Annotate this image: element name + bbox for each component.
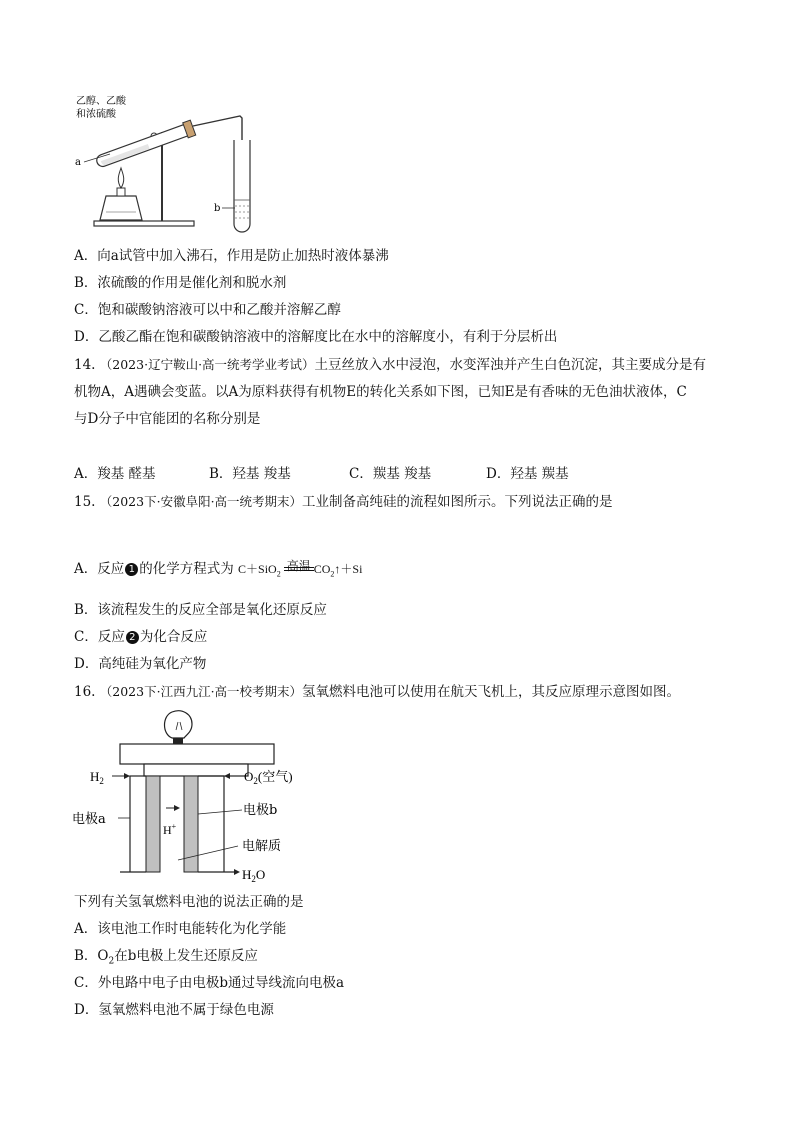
equation-sub: 2 bbox=[276, 569, 281, 579]
q15-stem-text: 工业制备高纯硅的流程如图所示。下列说法正确的是 bbox=[302, 494, 613, 510]
equation-product-co2: CO bbox=[313, 562, 331, 576]
q14-stem-line1 bbox=[74, 356, 706, 374]
q15-option-a-prefix: A．反应 bbox=[74, 561, 125, 577]
q16-option-c: C．外电路中电子由电极b通过导线流向电极a bbox=[74, 975, 345, 991]
h2-inlet-label: $H_2$ bbox=[90, 769, 104, 786]
q15-source: （2023下·安徽阜阳·高一统考期末） bbox=[99, 494, 303, 509]
reagents-label-line2: 和浓硫酸 bbox=[76, 109, 116, 120]
equation-product-sub: 2 bbox=[330, 569, 335, 579]
q13-option-a: A．向a试管中加入沸石，作用是防止加热时液体暴沸 bbox=[74, 248, 389, 264]
q14-option-c: C．羰基 羧基 bbox=[349, 466, 432, 482]
tube-b-label: b bbox=[214, 203, 221, 214]
q15-option-b: B．该流程发生的反应全部是氧化还原反应 bbox=[74, 602, 327, 618]
o2-inlet-label: $O_2$(空气) bbox=[244, 769, 293, 786]
q15-option-c bbox=[74, 628, 207, 646]
q16-stem-text: 氢氧燃料电池可以使用在航天飞机上，其反应原理示意图如图。 bbox=[302, 684, 681, 700]
q15-option-c-prefix: C．反应 bbox=[74, 629, 125, 645]
chemical-equation bbox=[238, 559, 363, 579]
q13-option-b: B．浓硫酸的作用是催化剂和脱水剂 bbox=[74, 275, 287, 291]
electrode-b-label: 电极b bbox=[243, 803, 278, 818]
q16-option-b-prefix: B．O bbox=[74, 948, 109, 964]
q14-option-d: D．羟基 羰基 bbox=[486, 466, 569, 482]
q14-option-a: A．羧基 醛基 bbox=[74, 466, 156, 482]
q13-option-c: C．饱和碳酸钠溶液可以中和乙酸并溶解乙醇 bbox=[74, 302, 341, 318]
h-plus-label: H+ bbox=[163, 822, 177, 837]
q15-option-d: D．高纯硅为氧化产物 bbox=[74, 656, 207, 672]
q16-option-b bbox=[74, 947, 258, 971]
q13-option-d: D．乙酸乙酯在饱和碳酸钠溶液中的溶解度比在水中的溶解度小，有利于分层析出 bbox=[74, 329, 558, 345]
q14-source: （2023·辽宁鞍山·高一统考学业考试） bbox=[99, 357, 315, 372]
circled-number-2: 2 bbox=[126, 631, 139, 644]
q15-stem bbox=[74, 493, 613, 511]
q15-option-a-mid: 的化学方程式为 bbox=[139, 561, 234, 577]
q14-stem-line3: 与D分子中官能团的名称分别是 bbox=[74, 411, 261, 427]
ester-apparatus-figure bbox=[70, 88, 270, 236]
electrolyte-label: 电解质 bbox=[242, 839, 282, 854]
q14-option-b: B．羟基 羧基 bbox=[209, 466, 291, 482]
equation-product-si: ↑＋Si bbox=[334, 562, 363, 576]
tube-a-label: a bbox=[75, 157, 81, 168]
q16-option-d: D．氢氧燃料电池不属于绿色电源 bbox=[74, 1002, 274, 1018]
q14-number: 14. bbox=[74, 357, 96, 373]
q16-option-a: A．该电池工作时电能转化为化学能 bbox=[74, 921, 287, 937]
circled-number-1: 1 bbox=[125, 563, 138, 576]
lightbulb-icon bbox=[165, 711, 193, 738]
q16-option-b-suffix: 在b电极上发生还原反应 bbox=[114, 948, 258, 964]
q14-options bbox=[74, 465, 569, 483]
fuel-cell-figure bbox=[72, 708, 326, 886]
q16-option-b-sub: 2 bbox=[108, 956, 115, 967]
q16-lead: 下列有关氢氧燃料电池的说法正确的是 bbox=[74, 894, 304, 910]
equation-reactants: C＋SiO bbox=[238, 562, 277, 576]
q14-stem-text1: 土豆丝放入水中浸泡，水变浑浊并产生白色沉淀，其主要成分是有 bbox=[314, 357, 707, 373]
q16-source: （2023下·江西九江·高一校考期末） bbox=[99, 684, 303, 699]
electrode-a-label: 电极a bbox=[72, 812, 106, 827]
reagents-label-line1: 乙醇、乙酸 bbox=[76, 96, 126, 107]
equation-condition: 高温 bbox=[286, 559, 311, 573]
q16-number: 16. bbox=[74, 684, 96, 700]
q15-number: 15. bbox=[74, 494, 96, 510]
q14-stem-line2: 机物A，A遇碘会变蓝。以A为原料获得有机物E的转化关系如下图，已知E是有香味的无色油状液体，C bbox=[74, 384, 687, 400]
h2o-outlet-label: $H_2O$ bbox=[242, 867, 266, 884]
q16-stem bbox=[74, 683, 680, 701]
q15-option-c-suffix: 为化合反应 bbox=[139, 629, 208, 645]
q15-option-a bbox=[74, 560, 362, 583]
